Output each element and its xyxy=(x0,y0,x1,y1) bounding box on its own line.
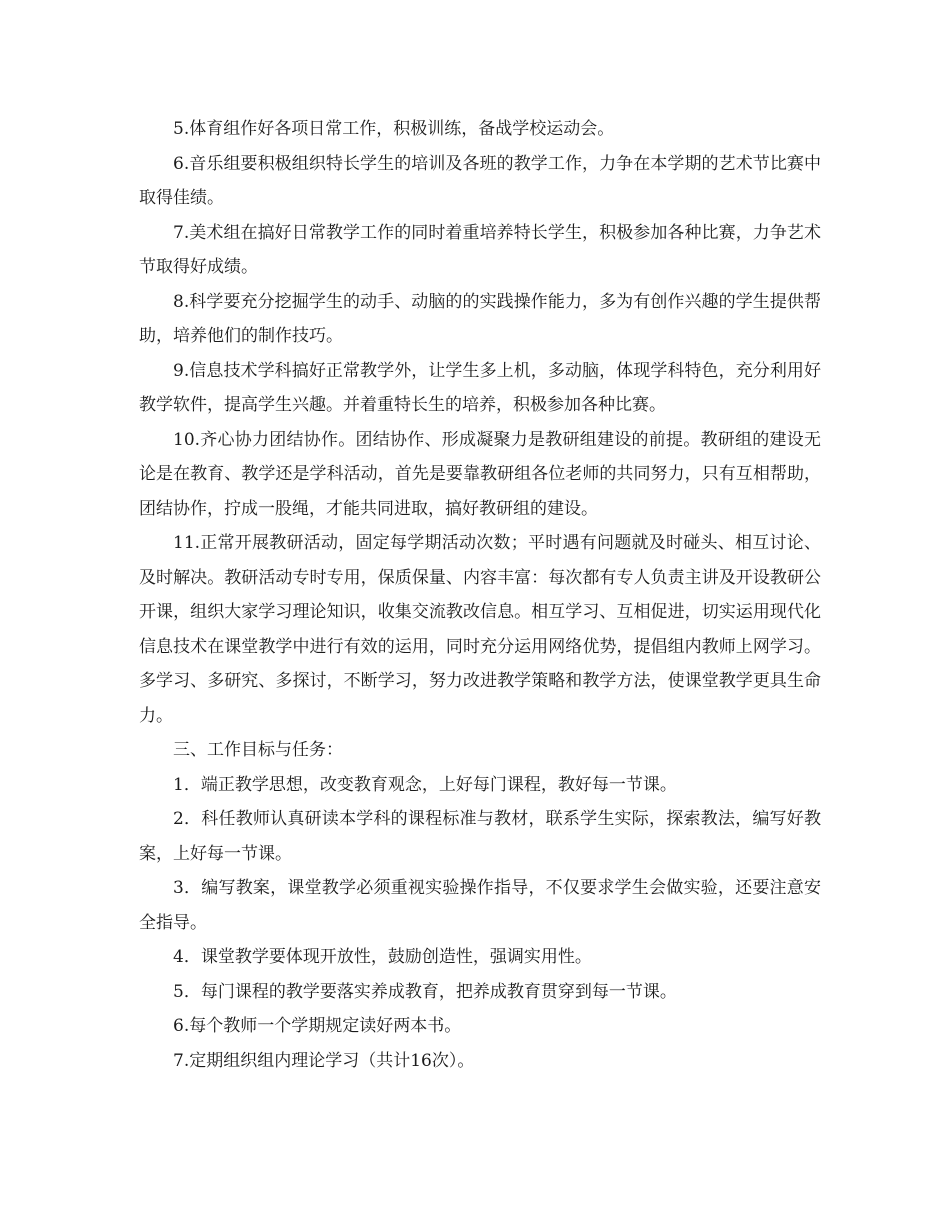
paragraph-item-7-art: 7.美术组在搞好日常教学工作的同时着重培养特长学生，积极参加各种比赛，力争艺术节取得好成绩。 xyxy=(139,222,821,277)
goal-item-7: 7.定期组织组内理论学习（共计16次）。 xyxy=(173,1050,475,1071)
goal-item-2: 2．科任教师认真研读本学科的课程标准与教材，联系学生实际，探索教法，编写好教案，上好每一节课。 xyxy=(139,809,821,864)
paragraph-item-5-sports: 5.体育组作好各项日常工作，积极训练，备战学校运动会。 xyxy=(173,119,615,139)
paragraph-item-9-it: 9.信息技术学科搞好正常教学外，让学生多上机，多动脑，体现学科特色，充分利用好教学软件，提高学生兴趣。并着重特长生的培养，积极参加各种比赛。 xyxy=(139,360,821,415)
goal-item-6: 6.每个教师一个学期规定读好两本书。 xyxy=(173,1016,462,1036)
goal-item-3: 3．编写教案，课堂教学必须重视实验操作指导，不仅要求学生会做实验，还要注意安全指导。 xyxy=(139,878,821,933)
paragraph-item-6-music: 6.音乐组要积极组织特长学生的培训及各班的教学工作，力争在本学期的艺术节比赛中取得佳绩。 xyxy=(139,153,821,208)
section-heading-goals: 三、工作目标与任务： xyxy=(173,740,343,760)
goal-item-5: 5．每门课程的教学要落实养成教育，把养成教育贯穿到每一节课。 xyxy=(173,981,677,1002)
goal-item-1: 1．端正教学思想，改变教育观念，上好每门课程，教好每一节课。 xyxy=(173,774,677,795)
paragraph-item-11-research: 11.正常开展教研活动，固定每学期活动次数；平时遇有问题就及时碰头、相互讨论、及时解决。教研活动专时专用，保质保量、内容丰富：每次都有专人负责主讲及开设教研公开课，组织大家学习理论知识，收集交流教改信息。相互学习、互相促进，切实运用现代化信息技术在课堂教学中进行有效的运用，同时充分运用网络优势，提倡组内教师上网学习。多学习、多研究、多探讨，不断学习，努力改进教学策略和教学方法，使课堂教学更具生命力。 xyxy=(139,533,821,726)
goal-item-4: 4．课堂教学要体现开放性，鼓励创造性，强调实用性。 xyxy=(173,947,592,967)
paragraph-item-8-science: 8.科学要充分挖掘学生的动手、动脑的的实践操作能力，多为有创作兴趣的学生提供帮助，培养他们的制作技巧。 xyxy=(139,291,821,346)
paragraph-item-10-teamwork: 10.齐心协力团结协作。团结协作、形成凝聚力是教研组建设的前提。教研组的建设无论是在教育、教学还是学科活动，首先是要靠教研组各位老师的共同努力，只有互相帮助，团结协作，拧成一股绳，才能共同进取，搞好教研组的建设。 xyxy=(139,429,821,519)
document-body xyxy=(139,112,821,1078)
